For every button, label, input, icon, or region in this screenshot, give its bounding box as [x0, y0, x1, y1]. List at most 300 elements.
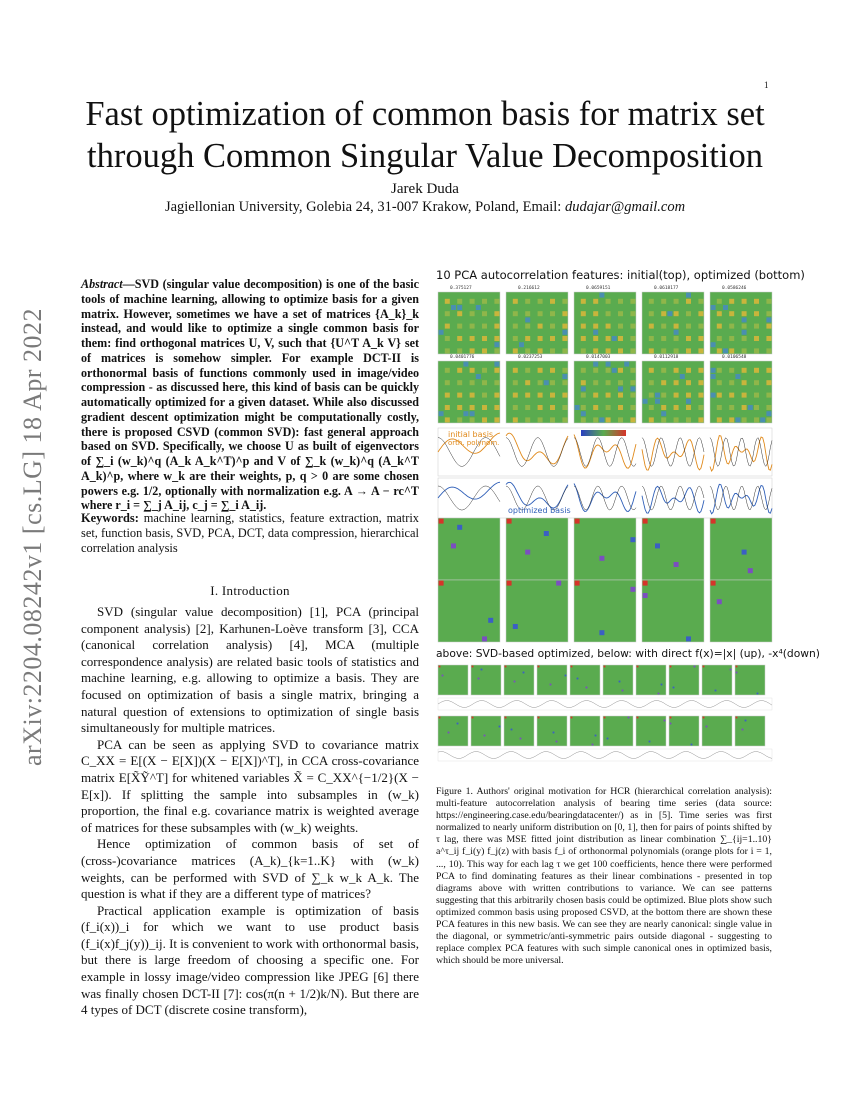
heatmap-cell: [661, 324, 666, 329]
orth-polynom-label: orth. polynom.: [448, 439, 500, 447]
heatmap-cell: [513, 417, 518, 422]
heatmap-cell: [445, 336, 450, 341]
heatmap-cell: [439, 666, 441, 668]
heatmap-cell: [715, 690, 717, 692]
heatmap-cell: [525, 324, 530, 329]
heatmap-cell: [595, 735, 597, 737]
heatmap-cell: [618, 299, 623, 304]
panel-variance-value: 0.216612: [518, 286, 540, 291]
heatmap-cell: [581, 336, 586, 341]
figure-caption: Figure 1. Authors' original motivation for HCR (hierarchical correlation analysis): multi-feature autocorrelation analysis of bearing time series (data source: https://engineering.case.edu/bearingdatacenter/) as in [5]. Time series was first normalized to nearly uniform distribution on [0, 1], then for pairs of points shifted by τ lag, there was MSE fitted joint distribution as linear combination ∑_{ij=1..10} a^τ_ij f_i(y) f_j(z) with basis f_i of orthonormal polynomials (orange plots for i = 1, ..., 10). This way for each lag τ we get 100 coefficients, hence there were performed PCA to find dominating features as their linear combinations - presented in top diagrams above with written contributions to variance. We can see patterns suggesting that this arbitrarily chosen basis could be optimized. Blue plots show such optimized common basis using proposed CSVD, at the bottom there are shown these PCA features in this new basis. We can see they are nearly canonical: single value in the diagonal, or symmetric/anti-symmetric pairs outside diagonal - suggesting to replace complex PCA features with such simple canonical ones in optimized basis, which should be more universal.: [436, 786, 772, 967]
heatmap-cell: [538, 324, 543, 329]
heatmap-cell: [482, 417, 487, 422]
heatmap-cell: [686, 417, 691, 422]
heatmap-cell: [472, 717, 474, 719]
heatmap-cell: [457, 380, 462, 385]
heatmap-cell: [649, 380, 654, 385]
heatmap-panel: [574, 580, 636, 642]
heatmap-panel: [636, 716, 666, 746]
heatmap-cell: [674, 380, 679, 385]
heatmap-cell: [643, 593, 648, 598]
heatmap-cell: [538, 417, 543, 422]
heatmap-cell: [482, 636, 487, 641]
heatmap-cell: [593, 336, 598, 341]
heatmap-cell: [445, 311, 450, 316]
heatmap-cell: [445, 299, 450, 304]
affiliation-text: Jagiellonian University, Golebia 24, 31-007 Krakow, Poland, Email:: [164, 199, 565, 215]
heatmap-cell: [457, 368, 462, 373]
heatmap-panel: [471, 716, 501, 746]
heatmap-cell: [511, 729, 513, 731]
panel-variance-value: 0.0586246: [722, 286, 747, 291]
heatmap-cell: [674, 311, 679, 316]
figure-top-caption: 10 PCA autocorrelation features: initial(top), optimized (bottom): [436, 268, 805, 282]
heatmap-panel: [438, 716, 468, 746]
heatmap-cell: [760, 417, 765, 422]
heatmap-cell: [538, 666, 540, 668]
heatmap-cell: [742, 550, 747, 555]
heatmap-cell: [766, 368, 771, 373]
heatmap-panel: [735, 716, 765, 746]
heatmap-cell: [686, 405, 691, 410]
heatmap-cell: [550, 311, 555, 316]
heatmap-cell: [507, 519, 512, 524]
heatmap-cell: [562, 380, 567, 385]
heatmap-cell: [643, 399, 648, 404]
heatmap-cell: [618, 393, 623, 398]
heatmap-cell: [494, 336, 499, 341]
heatmap-cell: [661, 336, 666, 341]
heatmap-panel: [471, 665, 501, 695]
heatmap-cell: [658, 693, 660, 695]
heatmap-cell: [482, 380, 487, 385]
heatmap-cell: [470, 336, 475, 341]
heatmap-cell: [513, 624, 518, 629]
panel-variance-value: 0.0618177: [654, 286, 679, 291]
heatmap-cell: [599, 417, 604, 422]
heatmap-cell: [470, 380, 475, 385]
heatmap-cell: [513, 393, 518, 398]
heatmap-cell: [457, 299, 462, 304]
heatmap-cell: [686, 368, 691, 373]
heatmap-cell: [661, 405, 666, 410]
heatmap-cell: [513, 324, 518, 329]
heatmap-cell: [742, 324, 747, 329]
heatmap-cell: [630, 311, 635, 316]
heatmap-panel: [438, 518, 500, 580]
heatmap-cell: [457, 405, 462, 410]
heatmap-cell: [544, 531, 549, 536]
heatmap-panel: [710, 518, 772, 580]
heatmap-cell: [630, 368, 635, 373]
heatmap-cell: [445, 380, 450, 385]
thumbnail-curve-strip: [438, 698, 772, 710]
heatmap-cell: [717, 311, 722, 316]
heatmap-cell: [581, 299, 586, 304]
heatmap-cell: [575, 405, 580, 410]
heatmap-cell: [754, 311, 759, 316]
heatmap-cell: [655, 399, 660, 404]
heatmap-cell: [606, 393, 611, 398]
heatmap-cell: [470, 368, 475, 373]
heatmap-cell: [742, 311, 747, 316]
heatmap-cell: [735, 374, 740, 379]
heatmap-cell: [754, 336, 759, 341]
heatmap-cell: [630, 324, 635, 329]
heatmap-cell: [630, 336, 635, 341]
heatmap-cell: [457, 324, 462, 329]
heatmap-cell: [520, 738, 522, 740]
heatmap-cell: [571, 717, 573, 719]
heatmap-cell: [513, 311, 518, 316]
heatmap-cell: [593, 393, 598, 398]
heatmap-cell: [514, 681, 516, 683]
heatmap-cell: [575, 581, 580, 586]
panel-variance-value: 0.375127: [450, 286, 472, 291]
heatmap-cell: [661, 417, 666, 422]
heatmap-cell: [729, 348, 734, 353]
heatmap-cell: [661, 393, 666, 398]
heatmap-cell: [742, 330, 747, 335]
heatmap-cell: [586, 687, 588, 689]
heatmap-panel: [504, 665, 534, 695]
heatmap-cell: [618, 405, 623, 410]
heatmap-cell: [481, 669, 483, 671]
heatmap-cell: [550, 348, 555, 353]
heatmap-cell: [742, 393, 747, 398]
heatmap-cell: [525, 417, 530, 422]
heatmap-panel: [636, 665, 666, 695]
heatmap-cell: [670, 666, 672, 668]
heatmap-cell: [766, 336, 771, 341]
heatmap-cell: [670, 723, 672, 725]
heatmap-cell: [457, 417, 462, 422]
heatmap-cell: [698, 299, 703, 304]
heatmap-cell: [630, 380, 635, 385]
heatmap-cell: [525, 380, 530, 385]
heatmap-cell: [729, 368, 734, 373]
heatmap-cell: [513, 336, 518, 341]
heatmap-cell: [476, 374, 481, 379]
heatmap-panel: [702, 665, 732, 695]
heatmap-cell: [439, 519, 444, 524]
heatmap-cell: [674, 330, 679, 335]
heatmap-cell: [494, 342, 499, 347]
heatmap-cell: [519, 342, 524, 347]
heatmap-cell: [723, 348, 728, 353]
heatmap-panel: [570, 716, 600, 746]
introduction-body: [81, 604, 419, 1019]
heatmap-cell: [445, 417, 450, 422]
panel-variance-value: 0.0659151: [586, 286, 611, 291]
heatmap-cell: [673, 687, 675, 689]
heatmap-cell: [618, 311, 623, 316]
heatmap-cell: [649, 393, 654, 398]
heatmap-cell: [686, 293, 691, 298]
heatmap-cell: [606, 362, 611, 367]
heatmap-cell: [686, 311, 691, 316]
heatmap-cell: [729, 336, 734, 341]
heatmap-cell: [686, 324, 691, 329]
heatmap-cell: [494, 405, 499, 410]
heatmap-cell: [505, 666, 507, 668]
heatmap-cell: [470, 417, 475, 422]
heatmap-cell: [457, 305, 462, 310]
heatmap-cell: [630, 386, 635, 391]
intro-paragraph: SVD (singular value decomposition) [1], PCA (principal component analysis) [2], Karhunen-Loève transform [3], CCA (canonical correlation analysis) [4], MCA (multiple correspondence analysis) are related basic tools of statistics and machine learning, e.g. allowing to optimize a basis. They are focused on optimization of basis a single matrix, bringing a natural question of extensions to optimization of single basis simultaneously for multiple matrices.: [81, 604, 419, 736]
heatmap-cell: [513, 380, 518, 385]
heatmap-cell: [745, 720, 747, 722]
heatmap-cell: [556, 741, 558, 743]
heatmap-cell: [478, 678, 480, 680]
heatmap-cell: [674, 405, 679, 410]
heatmap-cell: [494, 324, 499, 329]
heatmap-cell: [674, 336, 679, 341]
heatmap-cell: [575, 519, 580, 524]
heatmap-cell: [445, 368, 450, 373]
heatmap-cell: [766, 411, 771, 416]
heatmap-cell: [698, 368, 703, 373]
heatmap-cell: [439, 411, 444, 416]
heatmap-cell: [698, 405, 703, 410]
heatmap-cell: [674, 393, 679, 398]
heatmap-cell: [742, 348, 747, 353]
heatmap-cell: [448, 732, 450, 734]
heatmap-cell: [754, 368, 759, 373]
heatmap-cell: [736, 672, 738, 674]
heatmap-cell: [562, 330, 567, 335]
heatmap-cell: [686, 336, 691, 341]
heatmap-cell: [494, 311, 499, 316]
heatmap-cell: [649, 311, 654, 316]
heatmap-cell: [550, 393, 555, 398]
heatmap-cell: [538, 311, 543, 316]
heatmap-cell: [698, 348, 703, 353]
heatmap-cell: [655, 393, 660, 398]
heatmap-cell: [593, 324, 598, 329]
heatmap-cell: [593, 417, 598, 422]
heatmap-cell: [550, 336, 555, 341]
heatmap-cell: [562, 311, 567, 316]
heatmap-cell: [618, 417, 623, 422]
heatmap-cell: [766, 324, 771, 329]
heatmap-cell: [686, 299, 691, 304]
paper-title: Fast optimization of common basis for matrix set through Common Singular Value Decomposition: [85, 95, 765, 175]
heatmap-cell: [655, 543, 660, 548]
heatmap-cell: [706, 726, 708, 728]
heatmap-cell: [698, 324, 703, 329]
heatmap-cell: [637, 717, 639, 719]
heatmap-cell: [766, 393, 771, 398]
heatmap-cell: [630, 393, 635, 398]
heatmap-cell: [445, 393, 450, 398]
heatmap-cell: [523, 672, 525, 674]
heatmap-panel: [710, 580, 772, 642]
heatmap-cell: [604, 717, 606, 719]
author-email: dudajar@gmail.com: [564, 199, 686, 215]
heatmap-cell: [674, 417, 679, 422]
heatmap-cell: [766, 405, 771, 410]
heatmap-cell: [670, 717, 672, 719]
heatmap-cell: [686, 348, 691, 353]
panel-variance-value: 0.0106548: [722, 355, 747, 360]
heatmap-cell: [711, 374, 716, 379]
heatmap-cell: [612, 336, 617, 341]
heatmap-cell: [482, 368, 487, 373]
heatmap-cell: [562, 417, 567, 422]
heatmap-panel: [506, 518, 568, 580]
heatmap-cell: [661, 368, 666, 373]
affiliation: [60, 199, 790, 216]
heatmap-cell: [618, 348, 623, 353]
heatmap-cell: [742, 317, 747, 322]
heatmap-cell: [754, 380, 759, 385]
heatmap-cell: [711, 393, 716, 398]
heatmap-cell: [457, 311, 462, 316]
heatmap-cell: [754, 348, 759, 353]
heatmap-cell: [717, 336, 722, 341]
heatmap-cell: [538, 405, 543, 410]
heatmap-cell: [494, 348, 499, 353]
heatmap-cell: [581, 380, 586, 385]
heatmap-cell: [513, 405, 518, 410]
heatmap-cell: [562, 299, 567, 304]
heatmap-cell: [742, 336, 747, 341]
heatmap-cell: [630, 299, 635, 304]
heatmap-cell: [754, 299, 759, 304]
heatmap-cell: [711, 305, 716, 310]
heatmap-cell: [674, 562, 679, 567]
heatmap-cell: [661, 311, 666, 316]
heatmap-cell: [593, 362, 598, 367]
heatmap-cell: [525, 317, 530, 322]
heatmap-cell: [729, 311, 734, 316]
heatmap-cell: [513, 299, 518, 304]
heatmap-panel: [603, 665, 633, 695]
heatmap-cell: [637, 666, 639, 668]
heatmap-cell: [748, 568, 753, 573]
heatmap-cell: [643, 519, 648, 524]
heatmap-cell: [457, 723, 459, 725]
heatmap-cell: [445, 405, 450, 410]
heatmap-cell: [494, 417, 499, 422]
heatmap-cell: [649, 741, 651, 743]
thumbnail-curve-strip: [438, 749, 772, 761]
heatmap-cell: [674, 368, 679, 373]
heatmap-panel: [669, 716, 699, 746]
heatmap-cell: [581, 417, 586, 422]
heatmap-cell: [581, 311, 586, 316]
heatmap-panel: [642, 580, 704, 642]
heatmap-cell: [748, 405, 753, 410]
heatmap-cell: [630, 348, 635, 353]
heatmap-cell: [649, 368, 654, 373]
heatmap-cell: [703, 666, 705, 668]
heatmap-cell: [565, 675, 567, 677]
heatmap-cell: [691, 744, 693, 746]
heatmap-cell: [606, 311, 611, 316]
heatmap-cell: [643, 581, 648, 586]
heatmap-cell: [488, 618, 493, 623]
heatmap-cell: [442, 675, 444, 677]
abstract-label: Abstract: [81, 277, 123, 291]
heatmap-cell: [470, 311, 475, 316]
heatmap-cell: [476, 305, 481, 310]
intro-paragraph: PCA can be seen as applying SVD to covariance matrix C_XX = E[(X − E[X])(X − E[X])^T], in CCA cross-covariance matrix E[X̃Ỹ^T] for whitened variables X̃ = C_XX^{−1/2}(X − E[x]). If splitting the sample into subsamples in (w_k) proportion, the final e.g. covariance matrix is weighted average of matrices for these subsamples with (w_k) weights.: [81, 736, 419, 835]
heatmap-cell: [630, 537, 635, 542]
heatmap-cell: [604, 666, 606, 668]
heatmap-cell: [606, 348, 611, 353]
keywords-text: machine learning, statistics, feature extraction, matrix set, function basis, SVD, PCA, DCT, data compression, hierarchical correlation analysis: [81, 511, 420, 555]
heatmap-cell: [649, 299, 654, 304]
heatmap-cell: [742, 368, 747, 373]
heatmap-cell: [525, 368, 530, 373]
intro-paragraph: Practical application example is optimization of basis (f_i(x))_i for which we want to use product basis (f_i(x)f_j(y))_ij. It is convenient to work with orthonormal basis, but there is large freedom of choosing a specific one. For example in lossy image/video compression like JPEG [6] there was finally chosen DCT-II [7]: cos(π(n + 1/2)k/N). But there are 4 types of DCT (discrete cosine transform),: [81, 902, 419, 1018]
heatmap-cell: [470, 393, 475, 398]
heatmap-cell: [754, 324, 759, 329]
heatmap-cell: [754, 405, 759, 410]
heatmap-cell: [661, 348, 666, 353]
panel-variance-value: 0.0147003: [586, 355, 611, 360]
heatmap-cell: [457, 525, 462, 530]
heatmap-cell: [649, 417, 654, 422]
heatmap-cell: [562, 374, 567, 379]
heatmap-cell: [550, 417, 555, 422]
heatmap-cell: [686, 380, 691, 385]
heatmap-cell: [571, 666, 573, 668]
keywords: [81, 511, 419, 556]
heatmap-cell: [686, 399, 691, 404]
heatmap-cell: [698, 380, 703, 385]
heatmap-cell: [618, 368, 623, 373]
heatmap-cell: [581, 393, 586, 398]
heatmap-cell: [538, 368, 543, 373]
keywords-label: Keywords:: [81, 511, 139, 525]
heatmap-cell: [754, 417, 759, 422]
heatmap-cell: [674, 348, 679, 353]
heatmap-cell: [730, 669, 732, 671]
heatmap-cell: [525, 405, 530, 410]
heatmap-panel: [438, 580, 500, 642]
heatmap-cell: [729, 380, 734, 385]
heatmap-cell: [550, 684, 552, 686]
heatmap-panel: [642, 518, 704, 580]
heatmap-cell: [556, 581, 561, 586]
heatmap-cell: [507, 581, 512, 586]
heatmap-cell: [592, 744, 594, 746]
heatmap-cell: [599, 630, 604, 635]
heatmap-cell: [735, 417, 740, 422]
heatmap-cell: [463, 362, 468, 367]
heatmap-cell: [482, 348, 487, 353]
heatmap-cell: [622, 690, 624, 692]
heatmap-cell: [630, 417, 635, 422]
heatmap-cell: [470, 411, 475, 416]
heatmap-cell: [457, 393, 462, 398]
heatmap-cell: [581, 386, 586, 391]
page-number: 1: [764, 80, 769, 90]
heatmap-cell: [736, 666, 738, 668]
heatmap-cell: [470, 324, 475, 329]
heatmap-cell: [618, 386, 623, 391]
heatmap-cell: [618, 336, 623, 341]
heatmap-cell: [482, 311, 487, 316]
heatmap-cell: [723, 305, 728, 310]
heatmap-cell: [553, 732, 555, 734]
heatmap-cell: [457, 348, 462, 353]
heatmap-panel: [574, 518, 636, 580]
panel-variance-value: 0.0237253: [518, 355, 543, 360]
